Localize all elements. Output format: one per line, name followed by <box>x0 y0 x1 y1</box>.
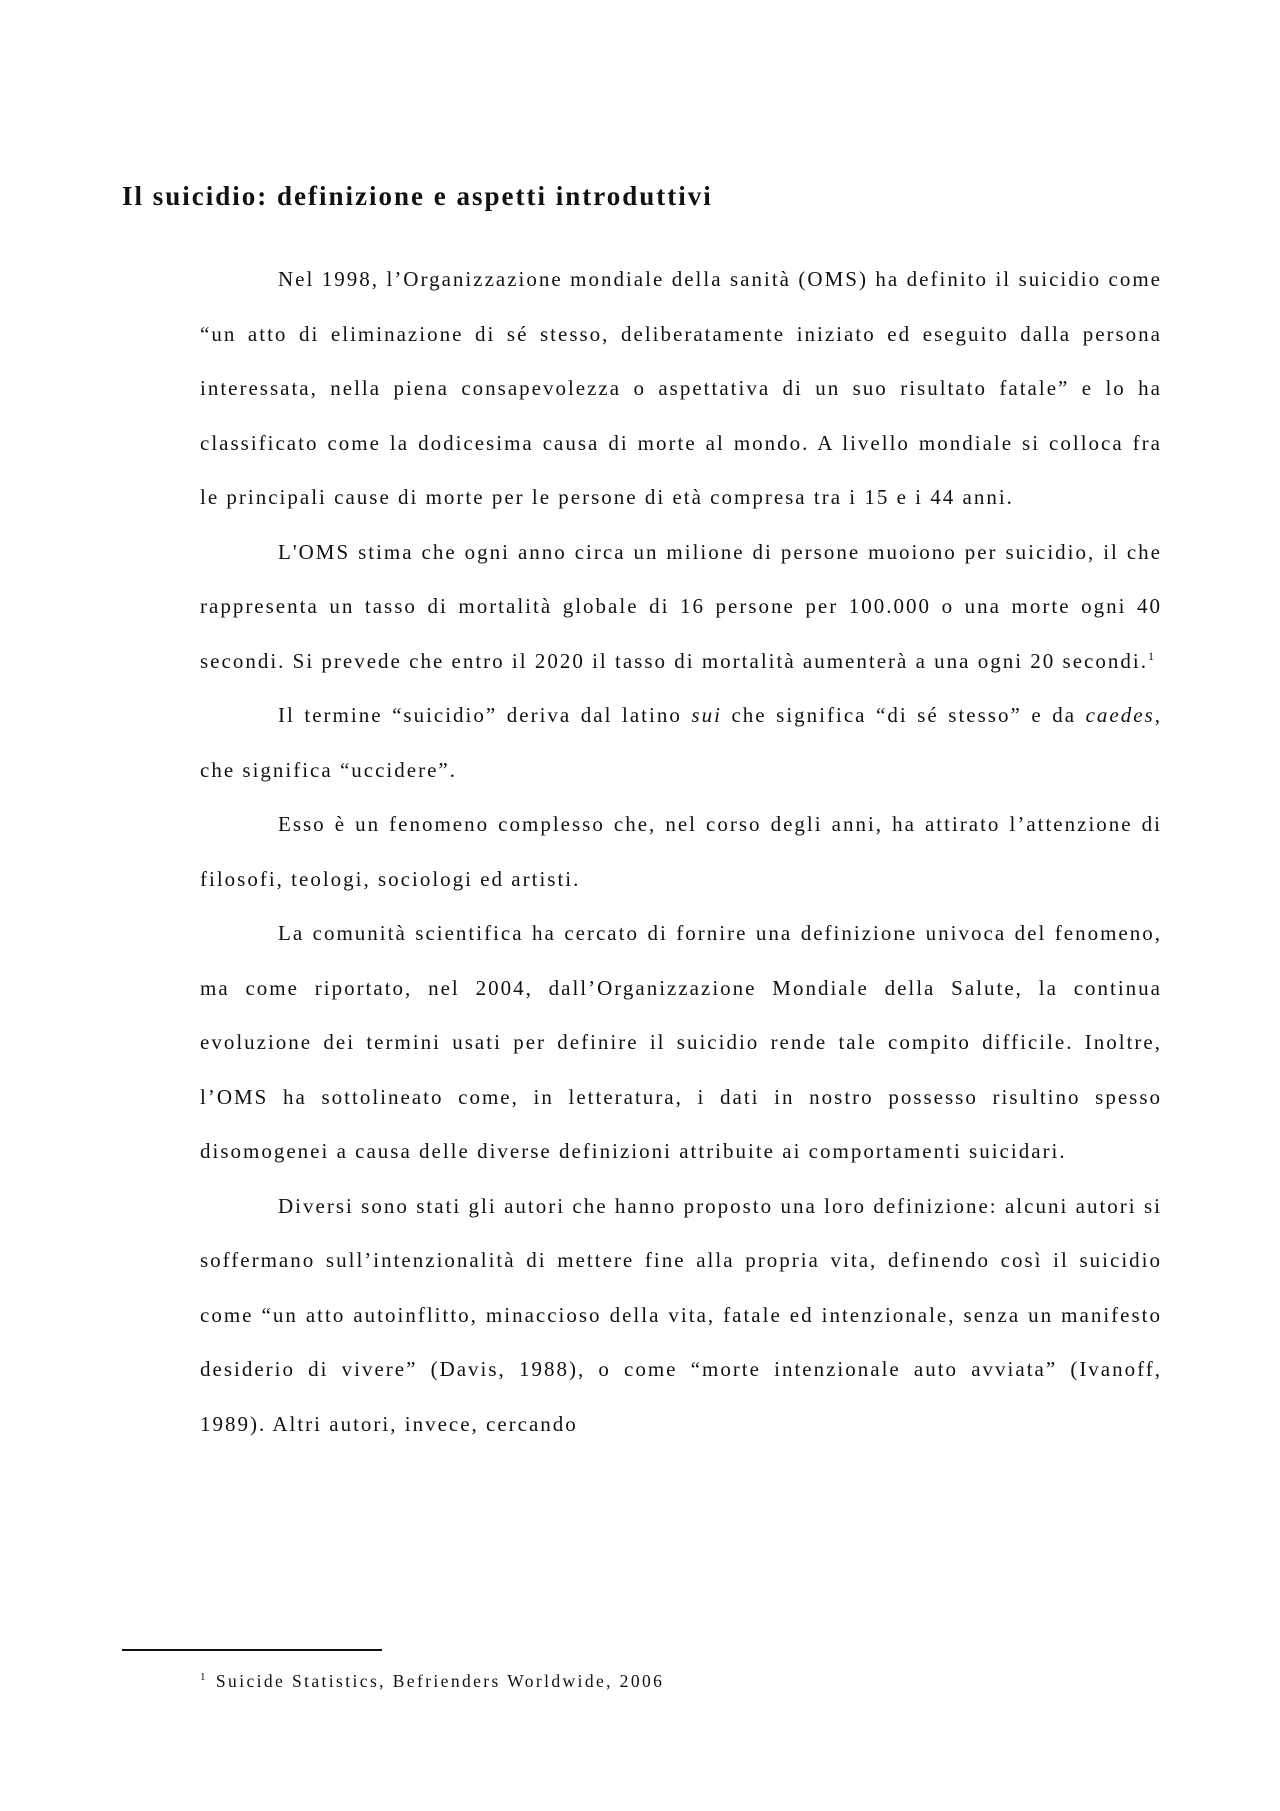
paragraph-3-text-a: Il termine “suicidio” deriva dal latino <box>278 703 692 727</box>
paragraph-4 <box>200 797 1162 906</box>
paragraph-5-text: La comunità scientifica ha cercato di fornire una definizione univoca del fenomeno, ma come riportato, nel 2004, dall’Organizzazione Mondiale della Salute, la continua evoluzione dei termini usati per definire il suicidio rende tale compito difficile. Inoltre, l’OMS ha sottolineato come, in letteratura, i dati in nostro possesso risultino spesso disomogenei a causa delle diverse definizioni attribuite ai comportamenti suicidari. <box>200 921 1162 1163</box>
footnote <box>200 1670 664 1693</box>
latin-term-caedes: caedes <box>1085 703 1155 727</box>
paragraph-3 <box>200 688 1162 797</box>
paragraph-1 <box>200 252 1162 525</box>
body-text <box>200 252 1162 1451</box>
paragraph-1-text: Nel 1998, l’Organizzazione mondiale della sanità (OMS) ha definito il suicidio come “un atto di eliminazione di sé stesso, deliberatamente iniziato ed eseguito dalla persona interessata, nella piena consapevolezza o aspettativa di un suo risultato fatale” e lo ha classificato come la dodicesima causa di morte al mondo. A livello mondiale si colloca fra le principali cause di morte per le persone di età compresa tra i 15 e i 44 anni. <box>200 267 1162 509</box>
paragraph-6-text: Diversi sono stati gli autori che hanno proposto una loro definizione: alcuni autori si soffermano sull’intenzionalità di mettere fine alla propria vita, definendo così il suicidio come “un atto autoinflitto, minaccioso della vita, fatale ed intenzionale, senza un manifesto desiderio di vivere” (Davis, 1988), o come “morte intenzionale auto avviata” (Ivanoff, 1989). Altri autori, invece, cercando <box>200 1193 1162 1436</box>
footnote-separator <box>122 1649 382 1651</box>
paragraph-2 <box>200 525 1162 689</box>
paragraph-4-text: Esso è un fenomeno complesso che, nel corso degli anni, ha attirato l’attenzione di filosofi, teologi, sociologi ed artisti. <box>200 812 1162 891</box>
section-heading: Il suicidio: definizione e aspetti introduttivi <box>122 181 713 211</box>
footnote-reference: 1 <box>1147 648 1156 663</box>
paragraph-3-text-b: che significa “di sé stesso” e da <box>721 703 1086 727</box>
footnote-mark: 1 <box>200 1671 208 1684</box>
paragraph-5 <box>200 906 1162 1179</box>
paragraph-3-text-c: , che significa “uccidere”. <box>200 703 1162 782</box>
latin-term-sui: sui <box>691 703 722 727</box>
paragraph-6 <box>200 1179 1162 1452</box>
footnote-text: Suicide Statistics, Befrienders Worldwide, 2006 <box>215 1671 665 1691</box>
paragraph-2-text: L'OMS stima che ogni anno circa un milione di persone muoiono per suicidio, il che rappresenta un tasso di mortalità globale di 16 persone per 100.000 o una morte ogni 40 secondi. Si prevede che entro il 2020 il tasso di mortalità aumenterà a una ogni 20 secondi. <box>200 539 1162 673</box>
